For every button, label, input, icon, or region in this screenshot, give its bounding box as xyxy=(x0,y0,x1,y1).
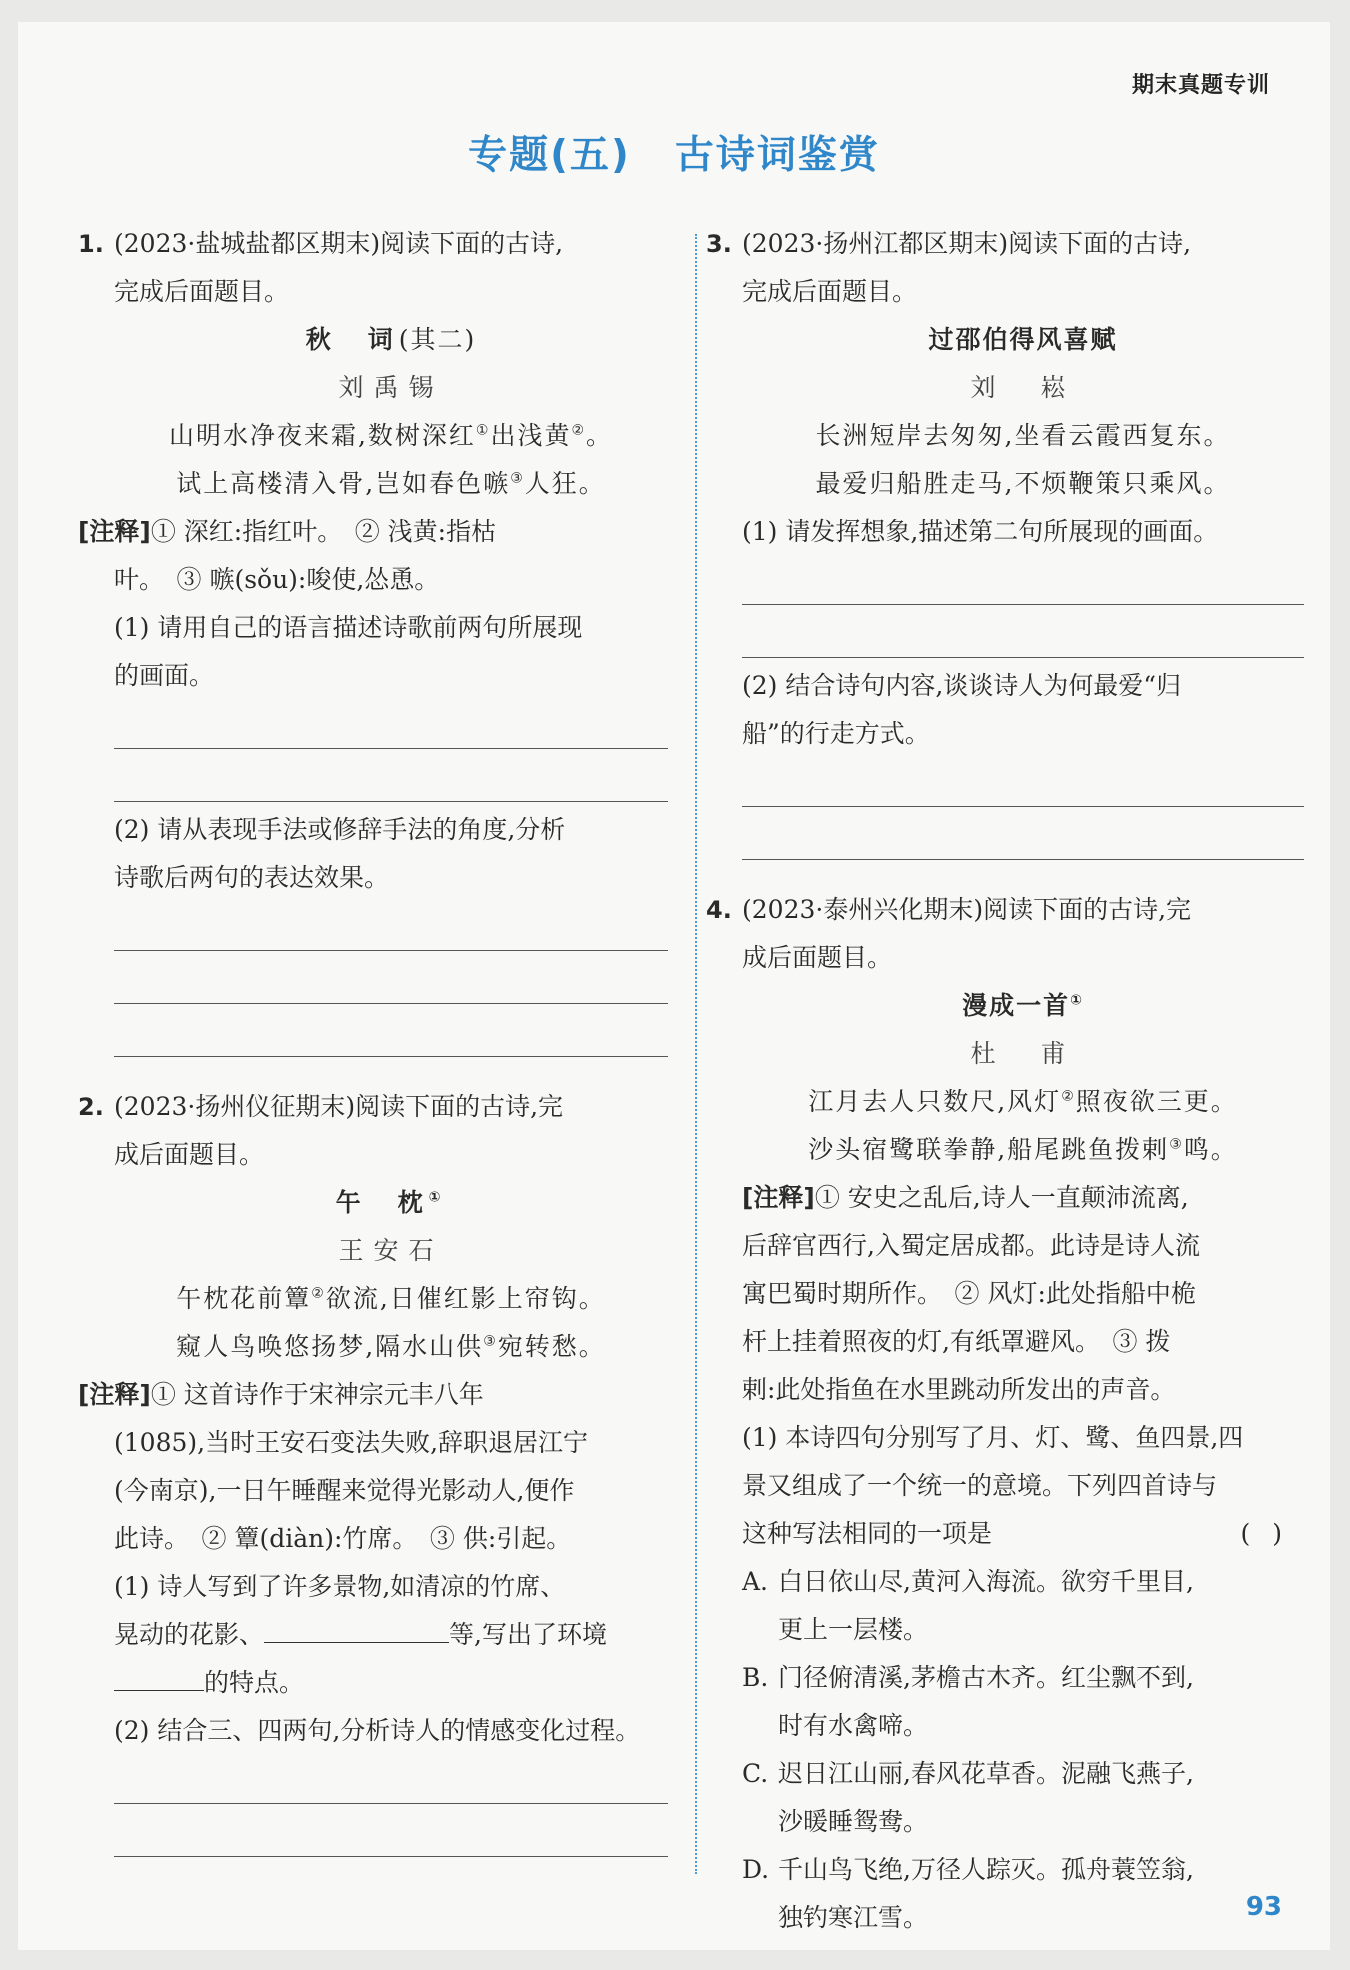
poem-text: 沙头宿鹭联拳静,船尾跳鱼拨剌 xyxy=(808,1135,1170,1164)
poem-author: 杜 甫 xyxy=(970,1039,1076,1068)
poem-title-text: 午 枕 xyxy=(335,1188,429,1217)
question-intro-cont: 完成后面题目。 xyxy=(114,277,290,306)
poem-text: 出浅黄 xyxy=(490,421,572,450)
poem-author: 刘 崧 xyxy=(970,373,1076,402)
poem-title xyxy=(742,982,1304,1030)
question-number: 4. xyxy=(706,896,732,924)
annotation-text: 寓巴蜀时期所作。 ② 风灯:此处指船中桅 xyxy=(742,1279,1196,1308)
option-text: 独钓寒江雪。 xyxy=(778,1903,929,1932)
option-label: A. xyxy=(742,1567,769,1596)
annotation-text: 剌:此处指鱼在水里跳动所发出的声音。 xyxy=(742,1375,1176,1404)
sub-question-cont: 诗歌后两句的表达效果。 xyxy=(114,863,390,892)
option-text: 千山鸟飞绝,万径人踪灭。孤舟蓑笠翁, xyxy=(778,1855,1194,1884)
annotation-text: 杆上挂着照夜的灯,有纸罩避风。 ③ 拨 xyxy=(742,1327,1171,1356)
poem-title xyxy=(114,316,668,364)
option-b-cont xyxy=(742,1702,1304,1750)
option-text: 迟日江山丽,春风花草香。泥融飞燕子, xyxy=(778,1759,1194,1788)
question-1 xyxy=(78,220,668,1057)
option-a-cont xyxy=(742,1606,1304,1654)
answer-line[interactable] xyxy=(114,753,668,802)
annotation-text: 后辞官西行,入蜀定居成都。此诗是诗人流 xyxy=(742,1231,1200,1260)
poem-line xyxy=(742,1126,1304,1174)
option-label: C. xyxy=(742,1759,769,1788)
question-intro: (2023·盐城盐都区期末)阅读下面的古诗, xyxy=(114,229,564,258)
annotation xyxy=(78,1371,668,1419)
column-divider xyxy=(695,234,697,1874)
annotation xyxy=(742,1174,1304,1222)
poem-author: 王安石 xyxy=(338,1236,444,1265)
answer-line[interactable] xyxy=(742,609,1304,658)
annotation-text: ① 深红:指红叶。 ② 浅黄:指枯 xyxy=(150,517,497,546)
option-d[interactable] xyxy=(742,1846,1304,1894)
answer-line[interactable] xyxy=(742,811,1304,860)
sub-question: (2) 请从表现手法或修辞手法的角度,分析 xyxy=(114,815,566,844)
sub-question: (1) 请用自己的语言描述诗歌前两句所展现 xyxy=(114,613,583,642)
poem-text: 江月去人只数尺,风灯 xyxy=(808,1087,1062,1116)
poem-text: 试上高楼清入骨,岂如春色嗾 xyxy=(176,469,511,498)
footnote-mark: ③ xyxy=(1169,1136,1184,1153)
fill-blank[interactable] xyxy=(264,1618,449,1643)
footnote-mark: ③ xyxy=(483,1333,498,1350)
option-text: 更上一层楼。 xyxy=(778,1615,929,1644)
option-text: 时有水禽啼。 xyxy=(778,1711,929,1740)
option-b[interactable] xyxy=(742,1654,1304,1702)
poem-text: 宛转愁。 xyxy=(497,1332,606,1361)
answer-line[interactable] xyxy=(114,1808,668,1857)
poem-line xyxy=(114,460,668,508)
poem-title-text: 漫成一首 xyxy=(962,991,1071,1020)
footnote-mark: ② xyxy=(571,422,587,439)
poem-author: 刘禹锡 xyxy=(338,373,444,402)
sub-question-cont xyxy=(742,1510,1304,1558)
page-number: 93 xyxy=(1245,1892,1282,1922)
question-intro-cont: 完成后面题目。 xyxy=(742,277,918,306)
option-a[interactable] xyxy=(742,1558,1304,1606)
answer-line[interactable] xyxy=(114,902,668,951)
poem-text: 人狂。 xyxy=(524,469,606,498)
option-text: 沙暖睡鸳鸯。 xyxy=(778,1807,929,1836)
answer-line[interactable] xyxy=(114,1755,668,1804)
annotation-text: (今南京),一日午睡醒来觉得光影动人,便作 xyxy=(114,1476,575,1505)
answer-line[interactable] xyxy=(742,556,1304,605)
poem-subtitle: (其二) xyxy=(398,325,477,354)
question-number: 3. xyxy=(706,230,732,258)
annotation-text: 此诗。 ② 簟(diàn):竹席。 ③ 供:引起。 xyxy=(114,1524,572,1553)
poem-text: 窥人鸟唤悠扬梦,隔水山供 xyxy=(176,1332,484,1361)
sub-question-cont xyxy=(114,1659,668,1707)
annotation xyxy=(78,508,668,556)
annotation-tag: [注释] xyxy=(78,517,151,546)
poem-text: 山明水净夜来霜,数树深红 xyxy=(168,421,476,450)
poem-text: 照夜欲三更。 xyxy=(1075,1087,1238,1116)
sub-question-cont: 船”的行走方式。 xyxy=(742,719,930,748)
question-intro-cont: 成后面题目。 xyxy=(114,1140,265,1169)
annotation-text: ① 安史之乱后,诗人一直颠沛流离, xyxy=(814,1183,1189,1212)
question-4 xyxy=(706,886,1304,1942)
annotation-text: 叶。 ③ 嗾(sǒu):唆使,怂恿。 xyxy=(114,565,440,594)
question-intro-cont: 成后面题目。 xyxy=(742,943,893,972)
right-column xyxy=(706,220,1304,1942)
poem-text: 。 xyxy=(586,421,614,450)
option-text: 白日依山尽,黄河入海流。欲穷千里目, xyxy=(778,1567,1194,1596)
annotation-tag: [注释] xyxy=(742,1183,815,1212)
question-intro: (2023·扬州江都区期末)阅读下面的古诗, xyxy=(742,229,1192,258)
poem-line xyxy=(114,1275,668,1323)
question-3 xyxy=(706,220,1304,860)
fill-blank[interactable] xyxy=(114,1666,204,1691)
title-part1: 专题(五) xyxy=(468,133,631,178)
sub-question: (2) 结合诗句内容,谈谈诗人为何最爱“归 xyxy=(742,671,1182,700)
annotation-text: (1085),当时王安石变法失败,辞职退居江宁 xyxy=(114,1428,589,1457)
annotation-text: ① 这首诗作于宋神宗元丰八年 xyxy=(150,1380,484,1409)
option-d-cont xyxy=(742,1894,1304,1942)
poem-line xyxy=(114,412,668,460)
sub-question-cont: 的画面。 xyxy=(114,661,215,690)
poem-title-text: 秋 词 xyxy=(305,325,399,354)
footnote-mark: ② xyxy=(311,1285,326,1302)
poem-line: 最爱归船胜走马,不烦鞭策只乘风。 xyxy=(815,469,1231,498)
poem-title xyxy=(114,1179,668,1227)
left-column xyxy=(78,220,668,1861)
footnote-mark: ③ xyxy=(510,470,525,487)
annotation-tag: [注释] xyxy=(78,1380,151,1409)
question-intro: (2023·扬州仪征期末)阅读下面的古诗,完 xyxy=(114,1092,564,1121)
answer-line[interactable] xyxy=(114,700,668,749)
footnote-mark: ② xyxy=(1061,1088,1076,1105)
sub-question-text: 晃动的花影、 xyxy=(114,1620,265,1649)
page-title xyxy=(18,124,1330,180)
question-number: 1. xyxy=(78,230,104,258)
poem-line xyxy=(742,1078,1304,1126)
footnote-mark: ① xyxy=(1070,992,1084,1009)
title-part2: 古诗词鉴赏 xyxy=(674,133,880,178)
poem-text: 欲流,日催红影上帘钩。 xyxy=(325,1284,606,1313)
footnote-mark: ① xyxy=(475,422,491,439)
answer-line[interactable] xyxy=(742,758,1304,807)
option-c[interactable] xyxy=(742,1750,1304,1798)
page-header: 期末真题专训 xyxy=(1131,73,1270,98)
answer-parentheses[interactable]: () xyxy=(1240,1519,1304,1548)
poem-text: 鸣。 xyxy=(1183,1135,1238,1164)
question-2 xyxy=(78,1083,668,1857)
sub-question: (1) 诗人写到了许多景物,如清凉的竹席、 xyxy=(114,1572,566,1601)
option-text: 门径俯清溪,茅檐古木齐。红尘飘不到, xyxy=(778,1663,1194,1692)
sub-question: (2) 结合三、四两句,分析诗人的情感变化过程。 xyxy=(114,1716,641,1745)
poem-title: 过邵伯得风喜赋 xyxy=(928,325,1118,354)
option-c-cont xyxy=(742,1798,1304,1846)
poem-line xyxy=(114,1323,668,1371)
sub-question-text: 的特点。 xyxy=(204,1668,305,1697)
question-intro: (2023·泰州兴化期末)阅读下面的古诗,完 xyxy=(742,895,1192,924)
sub-question: (1) 本诗四句分别写了月、灯、鹭、鱼四景,四 xyxy=(742,1423,1244,1452)
workbook-page xyxy=(18,22,1330,1950)
poem-line: 长洲短岸去匆匆,坐看云霞西复东。 xyxy=(815,421,1231,450)
answer-line[interactable] xyxy=(114,1008,668,1057)
option-label: D. xyxy=(742,1855,770,1884)
poem-text: 午枕花前簟 xyxy=(176,1284,312,1313)
sub-question-cont xyxy=(114,1611,668,1659)
sub-question-text: 等,写出了环境 xyxy=(449,1620,607,1649)
footnote-mark: ① xyxy=(428,1189,447,1206)
sub-question-cont: 景又组成了一个统一的意境。下列四首诗与 xyxy=(742,1471,1218,1500)
option-label: B. xyxy=(742,1663,769,1692)
question-number: 2. xyxy=(78,1093,104,1121)
sub-question-text: 这种写法相同的一项是 xyxy=(742,1519,993,1548)
answer-line[interactable] xyxy=(114,955,668,1004)
sub-question: (1) 请发挥想象,描述第二句所展现的画面。 xyxy=(742,517,1219,546)
